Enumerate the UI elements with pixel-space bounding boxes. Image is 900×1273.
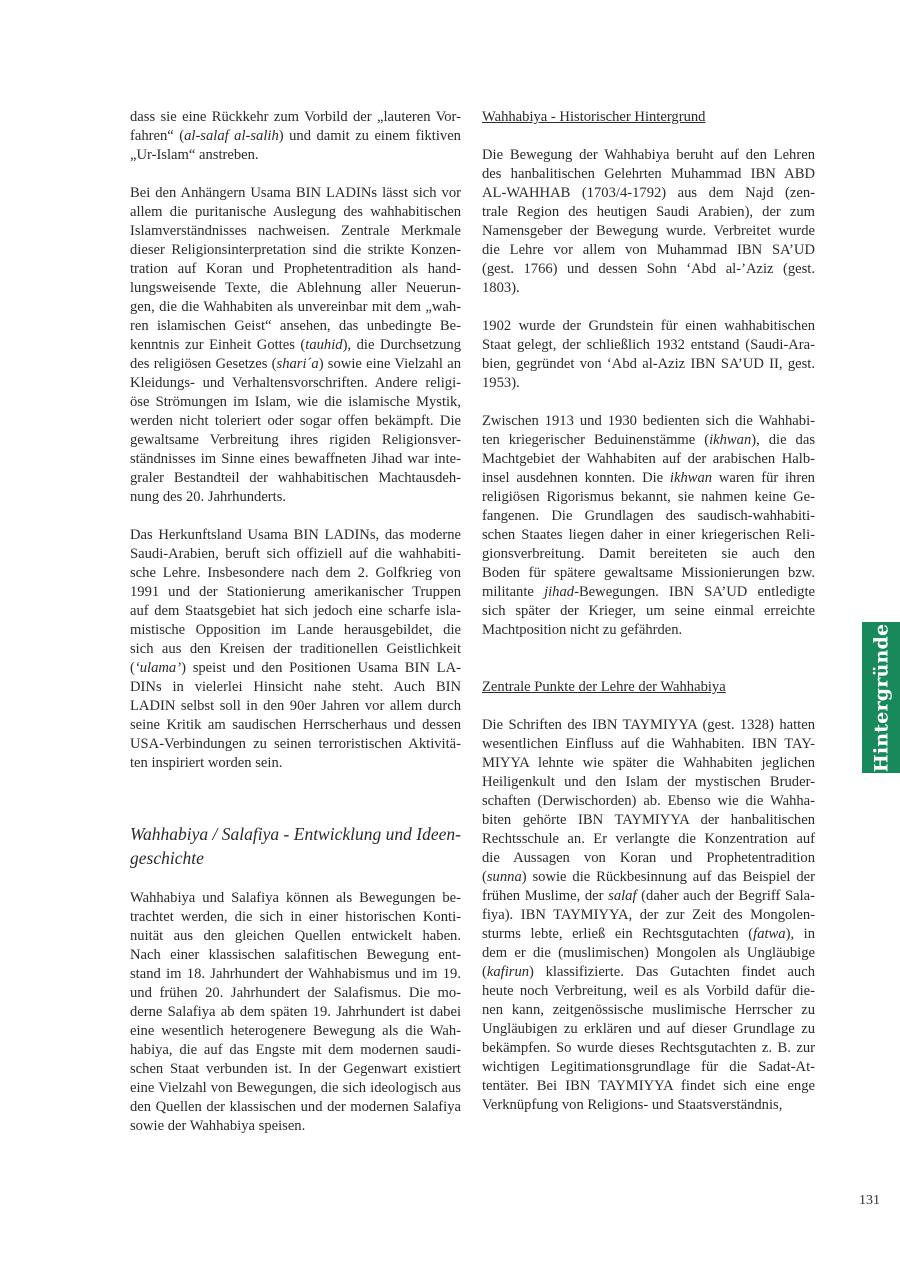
text-line: Die Bewegung der Wahhabiya beruht auf den Lehren xyxy=(482,147,815,163)
text-line: 1991 und der Stationierung amerikanischer Truppen xyxy=(130,584,461,600)
text-line: fahren“ (al-salaf al-salih) und damit zu einem fiktiven xyxy=(130,128,461,144)
text-line: des religiösen Gesetzes (shari´a) sowie eine Vielzahl an xyxy=(130,356,462,372)
text-line: biten gehörte IBN TAYMIYYA der hanbalitischen xyxy=(482,812,815,828)
text-line: tentäter. Bei IBN TAYMIYYA findet sich eine enge xyxy=(482,1078,815,1094)
text-line: öse Strömungen im Islam, wie die islamische Mystik, xyxy=(130,394,461,410)
text-line: fangenen. Die Grundlagen des saudisch-wahhabiti- xyxy=(482,508,815,524)
subheading-central-points: Zentrale Punkte der Lehre der Wahhabiya xyxy=(482,679,726,695)
text-line: LADIN selbst soll in den 90er Jahren vor allem durch xyxy=(130,698,461,714)
text-line: wesentlichen Einfluss auf die Wahhabiten. IBN TAY- xyxy=(482,736,815,752)
text-line: dieser Religionsinterpretation sind die strikte Konzen- xyxy=(130,242,461,258)
text-line: sturms lebte, erließ ein Rechtsgutachten (fatwa), in xyxy=(482,926,816,942)
text-line: geschichte xyxy=(130,848,204,868)
text-line: wichtigen Legitimationsgrundlage für die Sadat-At- xyxy=(482,1059,815,1075)
text-line: USA-Verbindungen zu seinen terroristischen Aktivitä- xyxy=(130,736,461,752)
text-line: Wahhabiya und Salafiya können als Bewegungen be- xyxy=(130,890,461,906)
text-line: Namensgeber der Bewegung wurde. Verbreitet wurde xyxy=(482,223,815,239)
text-line: nuität aus den gleichen Quellen entwickelt haben. xyxy=(130,928,461,944)
paragraph xyxy=(130,526,461,773)
text-line: MIYYA lehnte wie später die Wahhabiten jeglichen xyxy=(482,755,815,771)
text-line: bien, gegründet von ‘Abd al-Aziz IBN SA’UD II, gest. xyxy=(482,356,815,372)
text-line: schaften (Derwischorden) ab. Ebenso wie die Wahha- xyxy=(482,793,815,809)
text-line: Islamverständnisses nachweisen. Zentrale Merkmale xyxy=(130,223,461,239)
text-line: habiya, die auf das Engste mit dem modernen saudi- xyxy=(130,1042,461,1058)
text-line: sich später der Krieger, um seine einmal erreichte xyxy=(482,603,815,619)
text-line: Heiligenkult und den Islam der mystischen Bruder- xyxy=(482,774,815,790)
text-line: des hanbalitischen Gelehrten Muhammad IBN ABD xyxy=(482,166,815,182)
paragraph xyxy=(130,889,461,1136)
spacer xyxy=(482,659,815,678)
text-line: Staat gelegt, der schließlich 1932 entstand (Saudi-Ara- xyxy=(482,337,815,353)
text-line: „Ur-Islam“ anstreben. xyxy=(130,147,259,163)
text-line: mistische Opposition im Lande herausgebildet, die xyxy=(130,622,461,638)
text-line: fiya). IBN TAYMIYYA, der zur Zeit des Mongolen- xyxy=(482,907,815,923)
right-column xyxy=(482,108,815,1134)
text-line: nen kann, zeitgenössische muslimische Herrscher zu xyxy=(482,1002,815,1018)
paragraph xyxy=(130,184,461,507)
text-line: dem er die (muslimischen) Mongolen als Ungläubige xyxy=(482,945,815,961)
text-line: Das Herkunftsland Usama BIN LADINs, das moderne xyxy=(130,527,461,543)
text-line: 1902 wurde der Grundstein für einen wahhabitischen xyxy=(482,318,815,334)
section-title xyxy=(130,822,461,870)
text-line: 1953). xyxy=(482,375,520,391)
text-line: frühen Muslime, der salaf (daher auch der Begriff Sala- xyxy=(482,888,815,904)
text-line: (kafirun) klassifizierte. Das Gutachten findet auch xyxy=(482,964,815,980)
text-line: ten inspiriert worden sein. xyxy=(130,755,283,771)
text-line: trachtet werden, die sich in einer historischen Konti- xyxy=(130,909,461,925)
text-line: kenntnis zur Einheit Gottes (tauhid), die Durchsetzung xyxy=(130,337,462,353)
text-line: Rechtsschule an. Er verlangte die Konzentration auf xyxy=(482,831,815,847)
subheading-historical-background: Wahhabiya - Historischer Hintergrund xyxy=(482,109,706,125)
text-line: sche Lehre. Insbesondere nach dem 2. Golfkrieg von xyxy=(130,565,461,581)
text-line: werden nicht toleriert oder sogar offen bekämpft. Die xyxy=(130,413,461,429)
text-line: eine Vielzahl von Bewegungen, die sich ideologisch aus xyxy=(130,1080,461,1096)
text-line: heute noch Verbreitung, weil es als Vorbild dafür die- xyxy=(482,983,815,999)
spacer xyxy=(130,792,461,811)
text-line: bekämpfen. So wurde dieses Rechtsgutachten z. B. zur xyxy=(482,1040,815,1056)
text-line: militante jihad-Bewegungen. IBN SA’UD entledigte xyxy=(482,584,815,600)
text-line: nung des 20. Jahrhunderts. xyxy=(130,489,287,505)
paragraph xyxy=(482,146,815,298)
text-line: Kleidungs- und Verhaltensvorschriften. Andere religi- xyxy=(130,375,461,391)
text-line: stand im 18. Jahrhundert der Wahhabismus und im 19. xyxy=(130,966,461,982)
text-line: 1803). xyxy=(482,280,520,296)
paragraph xyxy=(482,412,815,640)
text-line: religiösen Rigorismus bekannt, sie nahmen keine Ge- xyxy=(482,489,815,505)
text-line: Machtgebiet der Wahhabiten auf der arabischen Halb- xyxy=(482,451,815,467)
text-line: Die Schriften des IBN TAYMIYYA (gest. 1328) hatten xyxy=(482,717,815,733)
text-line: Boden für spätere gewaltsame Missionierungen bzw. xyxy=(482,565,815,581)
text-line: gionsverbreitung. Damit bereiteten sie auch den xyxy=(482,546,815,562)
text-line: Verknüpfung von Religions- und Staatsverständnis, xyxy=(482,1097,783,1113)
left-column xyxy=(130,108,461,1155)
text-line: die Aussagen von Koran und Prophetentradition xyxy=(482,850,815,866)
text-line: graler Bestandteil der wahhabitischen Machtausdeh- xyxy=(130,470,461,486)
text-line: lungsweisende Texte, die Ablehnung aller Neuerun- xyxy=(130,280,461,296)
text-line: den Quellen der klassischen und der modernen Salafiya xyxy=(130,1099,461,1115)
text-line: AL-WAHHAB (1703/4-1792) aus dem Najd (zen- xyxy=(482,185,815,201)
text-line: schen Staates liegen daher in einer kriegerischen Reli- xyxy=(482,527,815,543)
text-line: schen Staat verbunden ist. In der Gegenwart existiert xyxy=(130,1061,461,1077)
text-line: Wahhabiya / Salafiya - Entwicklung und Ideen- xyxy=(130,824,461,844)
text-line: auf dem Staatsgebiet hat sich jedoch eine scharfe isla- xyxy=(130,603,461,619)
text-line: seine Kritik am saudischen Herrscherhaus und dessen xyxy=(130,717,461,733)
text-line: gewaltsame Verbreitung ihres rigiden Religionsver- xyxy=(130,432,461,448)
text-line: Saudi-Arabien, beruft sich offiziell auf die wahhabiti- xyxy=(130,546,461,562)
text-line: Bei den Anhängern Usama BIN LADINs lässt sich vor xyxy=(130,185,461,201)
text-line: und frühen 20. Jahrhundert der Salafismus. Die mo- xyxy=(130,985,461,1001)
paragraph xyxy=(482,317,815,393)
side-tab-label: Hintergründe xyxy=(870,623,892,772)
text-line: eine wesentlich heterogenere Bewegung als die Wah- xyxy=(130,1023,461,1039)
text-line: sich aus den Kreisen der traditionellen Geistlichkeit xyxy=(130,641,461,657)
text-line: DINs in vielerlei Hinsicht nahe steht. Auch BIN xyxy=(130,679,461,695)
text-line: gen, die die Wahhabiten als unvereinbar mit dem „wah- xyxy=(130,299,461,315)
text-line: Machtposition nicht zu gefährden. xyxy=(482,622,683,638)
text-line: Zwischen 1913 und 1930 bedienten sich die Wahhabi- xyxy=(482,413,815,429)
text-line: insel ausdehnen konnten. Die ikhwan waren für ihren xyxy=(482,470,815,486)
text-line: trale Region des heutigen Saudi Arabien), der zum xyxy=(482,204,815,220)
text-line: die Lehre vor allem von Muhammad IBN SA’UD xyxy=(482,242,815,258)
text-line: sowie der Wahhabiya speisen. xyxy=(130,1118,306,1134)
paragraph xyxy=(482,716,815,1115)
text-line: Nach einer klassischen salafitischen Bewegung ent- xyxy=(130,947,461,963)
text-line: (‘ulama’) speist und den Positionen Usama BIN LA- xyxy=(130,660,461,676)
text-line: ten kriegerischer Beduinenstämme (ikhwan), die das xyxy=(482,432,815,448)
text-line: derne Salafiya ab dem späten 19. Jahrhundert ist dabei xyxy=(130,1004,461,1020)
page-number: 131 xyxy=(859,1193,880,1208)
text-line: tration auf Koran und Prophetentradition als hand- xyxy=(130,261,461,277)
text-line: allem die puritanische Auslegung des wahhabitischen xyxy=(130,204,461,220)
section-side-tab xyxy=(862,622,900,773)
text-line: (sunna) sowie die Rückbesinnung auf das Beispiel der xyxy=(482,869,815,885)
text-line: Ungläubigen zu erklären und auf dieser Grundlage zu xyxy=(482,1021,815,1037)
text-line: ständnisses im Sinne eines bewaffneten Jihad war inte- xyxy=(130,451,461,467)
text-line: ren islamischen Geist“ ansehen, das unbedingte Be- xyxy=(130,318,461,334)
text-line: dass sie eine Rückkehr zum Vorbild der „lauteren Vor- xyxy=(130,109,461,125)
text-line: (gest. 1766) und dessen Sohn ‘Abd al-’Aziz (gest. xyxy=(482,261,815,277)
paragraph xyxy=(130,108,461,165)
